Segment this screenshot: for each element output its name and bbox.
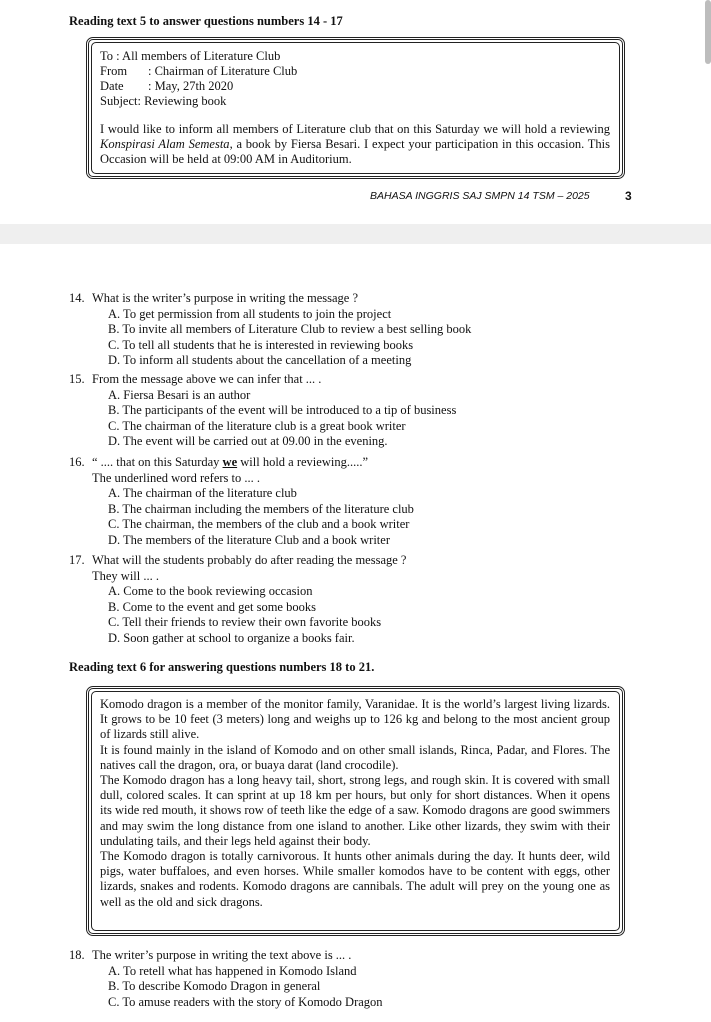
option-b: B. Come to the event and get some books (108, 599, 316, 614)
question-16 (69, 455, 414, 548)
page-separator (0, 224, 711, 244)
option-c: C. To amuse readers with the story of Komodo Dragon (108, 994, 383, 1009)
option-d: D. Soon gather at school to organize a books fair. (108, 630, 355, 645)
memo-from (100, 64, 297, 79)
section6-heading: Reading text 6 for answering questions numbers 18 to 21. (69, 660, 375, 674)
option-c: C. Tell their friends to review their own favorite books (108, 615, 382, 629)
question-stem-start: “ .... that on this Saturday (92, 455, 223, 469)
page-number: 3 (625, 189, 632, 203)
option-a: A. Come to the book reviewing occasion (108, 584, 313, 598)
option-a: A. To retell what has happened in Komodo Island (108, 963, 357, 978)
reading-text-box (86, 686, 625, 936)
option-c: C. To tell all students that he is interested in reviewing books (108, 337, 414, 352)
question-17 (69, 553, 406, 646)
question-18 (69, 948, 383, 1010)
option-c: C. The chairman of the literature club is a great book writer (108, 418, 406, 433)
memo-date-label: Date (100, 79, 124, 93)
scrollbar[interactable] (705, 0, 711, 64)
memo-body-start: I would like to inform all members of Literature club that on this Saturday we will hold a reviewing (100, 122, 610, 136)
question-stem: What is the writer’s purpose in writing the message ? (92, 291, 359, 305)
memo-date-value: : May, 27th 2020 (148, 79, 234, 93)
option-d: D. To inform all students about the cancellation of a meeting (108, 353, 412, 367)
question-14 (69, 291, 471, 369)
question-15 (69, 372, 456, 450)
option-b: B. To invite all members of Literature Club to review a best selling book (108, 322, 472, 336)
memo-to: To : All members of Literature Club (100, 49, 281, 63)
question-stem: The writer’s purpose in writing the text above is ... . (92, 948, 352, 962)
memo-from-value: : Chairman of Literature Club (148, 64, 298, 78)
option-d: D. The members of the literature Club and a book writer (108, 532, 390, 547)
question-number: 17. (69, 553, 85, 567)
question-number: 14. (69, 291, 85, 305)
option-a: A. The chairman of the literature club (108, 486, 297, 500)
paragraph-3: The Komodo dragon has a long heavy tail, short, strong legs, and rough skin. It is covered with small dull, colored scales. It can sprint at up 18 km per hours, but only for short distances. When it opens its wide red mouth, it shows row of teeth like the edge of a saw. Komodo dragons are good swimmers and may swim the long distance from one island to another. Like other lizards, they swim with their undulating tails, and their legs held against their body. (100, 773, 610, 848)
question-stem-end: will hold a reviewing.....” (237, 455, 368, 469)
underlined-word: we (222, 455, 238, 469)
option-b: B. The participants of the event will be introduced to a tip of business (108, 403, 457, 417)
question-number: 18. (69, 948, 85, 962)
page-footer: BAHASA INGGRIS SAJ SMPN 14 TSM – 2025 (370, 190, 590, 202)
memo-date (100, 79, 233, 94)
reading-text (100, 697, 610, 910)
paragraph-2: It is found mainly in the island of Komodo and on other small islands, Rinca, Padar, and Flores. The natives call the dragon, ora, or buaya darat (land crocodile). (100, 742, 610, 772)
option-a: A. Fiersa Besari is an author (108, 387, 251, 402)
option-c: C. The chairman, the members of the club and a book writer (108, 517, 410, 531)
question-number: 16. (69, 455, 85, 469)
option-b: B. The chairman including the members of the literature club (108, 501, 414, 516)
memo-body (100, 122, 610, 167)
memo-book-title: Konspirasi Alam Semesta (100, 137, 230, 151)
paragraph-4: The Komodo dragon is totally carnivorous. It hunts other animals during the day. It hunts deer, wild pigs, water buffaloes, and even horses. While smaller komodos have to be content with eggs, other lizards, snakes and rodents. Komodo dragons are cannibals. The adult will prey on the young one as well as the old and sick dragons. (100, 849, 610, 909)
memo-subject: Subject: Reviewing book (100, 94, 227, 108)
question-number: 15. (69, 372, 85, 386)
question-subline: They will ... . (92, 568, 160, 583)
section5-heading: Reading text 5 to answer questions numbers 14 - 17 (69, 14, 343, 28)
option-b: B. To describe Komodo Dragon in general (108, 979, 321, 993)
option-d: D. The event will be carried out at 09.00 in the evening. (108, 434, 388, 448)
question-subline: The underlined word refers to ... . (92, 470, 260, 485)
question-stem: From the message above we can infer that ... . (92, 372, 322, 386)
option-a: A. To get permission from all students to join the project (108, 306, 392, 321)
memo-from-label: From (100, 64, 128, 78)
question-stem: What will the students probably do after reading the message ? (92, 553, 407, 567)
memo-box (86, 37, 625, 179)
memo-body-end: , a book by Fiersa Besari. I expect your participation in this occasion. This Occasion will be held at 09:00 AM in Auditorium. (100, 137, 610, 166)
paragraph-1: Komodo dragon is a member of the monitor family, Varanidae. It is the world’s largest living lizards. It grows to be 10 feet (3 meters) long and weighs up to 126 kg and belong to the most ancient group of lizards still alive. (100, 697, 610, 742)
